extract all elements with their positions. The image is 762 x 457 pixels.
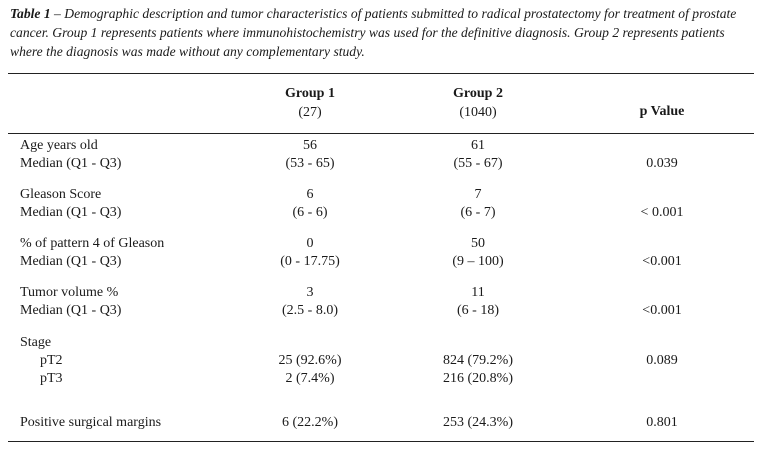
header-pvalue-title: p Value [639,104,685,119]
row-group2-range: (9 – 100) [452,254,504,269]
row-group2-median: 61 [471,138,485,153]
row-label: % of pattern 4 of Gleason [20,236,165,251]
header-group1-title: Group 1 [285,86,335,101]
margins-group1: 6 (22.2%) [282,415,338,430]
stage-pt2-group2: 824 (79.2%) [443,353,513,368]
header-group2-title: Group 2 [453,86,503,101]
row-pvalue: <0.001 [642,303,682,318]
row-group1-range: (2.5 - 8.0) [282,303,338,318]
margins-pvalue: 0.801 [646,415,678,430]
row-group1-range: (53 - 65) [285,156,335,171]
row-sublabel: Median (Q1 - Q3) [20,303,122,318]
table-header-rule [8,133,754,134]
table-caption [10,4,752,61]
row-group2-median: 50 [471,236,485,251]
row-group2-range: (6 - 7) [460,205,496,220]
row-group2-median: 7 [474,187,482,202]
row-group2-median: 11 [471,285,485,300]
stage-pt3-group1: 2 (7.4%) [285,371,335,386]
stage-pt3-group2: 216 (20.8%) [443,371,513,386]
row-group2-range: (6 - 18) [457,303,499,318]
stage-pt3-label: pT3 [40,371,63,386]
row-label: Tumor volume % [20,285,119,300]
header-group2-n: (1040) [459,105,497,120]
table-caption-text: – Demographic description and tumor characteristics of patients submitted to radical prostatectomy for treatment of prostate cancer. Group 1 represents patients where immunohistochemistry was used for the definitive diagnosis. Group 2 represents patients where the diagnosis was made without any complementary study. [10,6,737,59]
row-group1-range: (0 - 17.75) [280,254,340,269]
row-label: Gleason Score [20,187,102,202]
row-group1-median: 3 [306,285,314,300]
table-caption-label: Table 1 [10,6,51,21]
table-bottom-rule [8,441,754,442]
stage-pt2-group1: 25 (92.6%) [278,353,342,368]
row-pvalue: < 0.001 [640,205,684,220]
margins-group2: 253 (24.3%) [443,415,513,430]
row-label: Age years old [20,138,98,153]
stage-pvalue: 0.089 [646,353,678,368]
row-sublabel: Median (Q1 - Q3) [20,205,122,220]
table-top-rule [8,73,754,74]
row-group1-median: 56 [303,138,317,153]
row-group1-range: (6 - 6) [292,205,328,220]
header-group1 [240,84,380,122]
margins-label: Positive surgical margins [20,415,162,430]
header-pvalue [592,102,732,121]
header-group2 [408,84,548,122]
row-group1-median: 0 [306,236,314,251]
row-sublabel: Median (Q1 - Q3) [20,254,122,269]
row-group2-range: (55 - 67) [453,156,503,171]
row-pvalue: 0.039 [646,156,678,171]
row-sublabel: Median (Q1 - Q3) [20,156,122,171]
stage-pt2-label: pT2 [40,353,63,368]
row-group1-median: 6 [306,187,314,202]
stage-label: Stage [20,335,52,350]
row-pvalue: <0.001 [642,254,682,269]
header-group1-n: (27) [298,105,322,120]
